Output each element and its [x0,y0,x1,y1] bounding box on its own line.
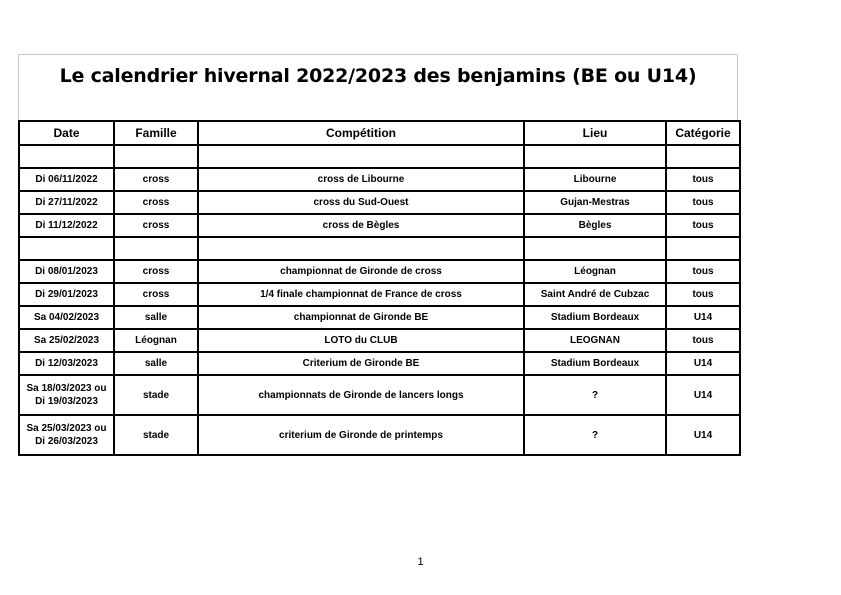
cell-date-line2: Di 19/03/2023 [35,396,98,407]
cell-date: Di 08/01/2023 [19,260,114,283]
cell-categorie: U14 [666,375,740,415]
cell-categorie: U14 [666,306,740,329]
table-row [19,375,740,415]
cell-competition [198,145,524,168]
cell-famille: cross [114,214,198,237]
cell-date: Di 12/03/2023 [19,352,114,375]
cell-competition: cross de Libourne [198,168,524,191]
cell-famille: salle [114,306,198,329]
calendar-table [18,120,741,456]
cell-categorie: tous [666,329,740,352]
page-title: Le calendrier hivernal 2022/2023 des benjamins (BE ou U14) [59,65,697,87]
cell-date [19,145,114,168]
cell-date: Sa 25/02/2023 [19,329,114,352]
blank-row [19,237,740,260]
cell-date: Di 11/12/2022 [19,214,114,237]
calendar-sheet [18,54,738,456]
cell-famille: salle [114,352,198,375]
cell-date-line2: Di 26/03/2023 [35,436,98,447]
page-number: 1 [417,556,424,568]
cell-categorie: tous [666,214,740,237]
cell-categorie: tous [666,260,740,283]
cell-famille: cross [114,260,198,283]
cell-categorie: U14 [666,352,740,375]
cell-famille: cross [114,191,198,214]
cell-lieu: Gujan-Mestras [524,191,666,214]
table-row [19,352,740,375]
cell-categorie [666,145,740,168]
blank-row [19,145,740,168]
cell-date [19,375,114,415]
cell-lieu: Bègles [524,214,666,237]
cell-famille: Léognan [114,329,198,352]
cell-competition: 1/4 finale championnat de France de cross [198,283,524,306]
table-row [19,214,740,237]
cell-date: Di 06/11/2022 [19,168,114,191]
table-row [19,191,740,214]
cell-famille [114,237,198,260]
table-row [19,283,740,306]
cell-competition: criterium de Gironde de printemps [198,415,524,455]
table-row [19,415,740,455]
cell-lieu: Libourne [524,168,666,191]
header-lieu: Lieu [524,121,666,145]
cell-famille [114,145,198,168]
cell-lieu: Léognan [524,260,666,283]
cell-competition: championnat de Gironde BE [198,306,524,329]
cell-categorie: tous [666,283,740,306]
cell-date [19,415,114,455]
header-categorie: Catégorie [666,121,740,145]
cell-date-line1: Sa 25/03/2023 ou [26,423,107,434]
cell-famille: stade [114,375,198,415]
cell-date: Sa 04/02/2023 [19,306,114,329]
cell-lieu: Stadium Bordeaux [524,352,666,375]
table-row [19,306,740,329]
cell-competition: LOTO du CLUB [198,329,524,352]
cell-famille: stade [114,415,198,455]
cell-categorie: U14 [666,415,740,455]
table-row [19,168,740,191]
cell-famille: cross [114,283,198,306]
cell-competition: championnat de Gironde de cross [198,260,524,283]
cell-lieu: LEOGNAN [524,329,666,352]
table-row [19,260,740,283]
cell-categorie [666,237,740,260]
cell-competition: Criterium de Gironde BE [198,352,524,375]
cell-date-line1: Sa 18/03/2023 ou [26,383,107,394]
cell-competition: championnats de Gironde de lancers longs [198,375,524,415]
cell-lieu: Saint André de Cubzac [524,283,666,306]
cell-competition: cross de Bègles [198,214,524,237]
header-competition: Compétition [198,121,524,145]
cell-categorie: tous [666,168,740,191]
table-row [19,329,740,352]
header-famille: Famille [114,121,198,145]
cell-lieu: Stadium Bordeaux [524,306,666,329]
cell-categorie: tous [666,191,740,214]
cell-competition: cross du Sud-Ouest [198,191,524,214]
cell-famille: cross [114,168,198,191]
cell-lieu [524,145,666,168]
cell-lieu [524,237,666,260]
cell-date: Di 27/11/2022 [19,191,114,214]
title-box [18,54,738,120]
cell-lieu: ? [524,375,666,415]
header-date: Date [19,121,114,145]
cell-date [19,237,114,260]
table-body [19,145,740,455]
cell-competition [198,237,524,260]
header-row [19,121,740,145]
cell-date: Di 29/01/2023 [19,283,114,306]
cell-lieu: ? [524,415,666,455]
